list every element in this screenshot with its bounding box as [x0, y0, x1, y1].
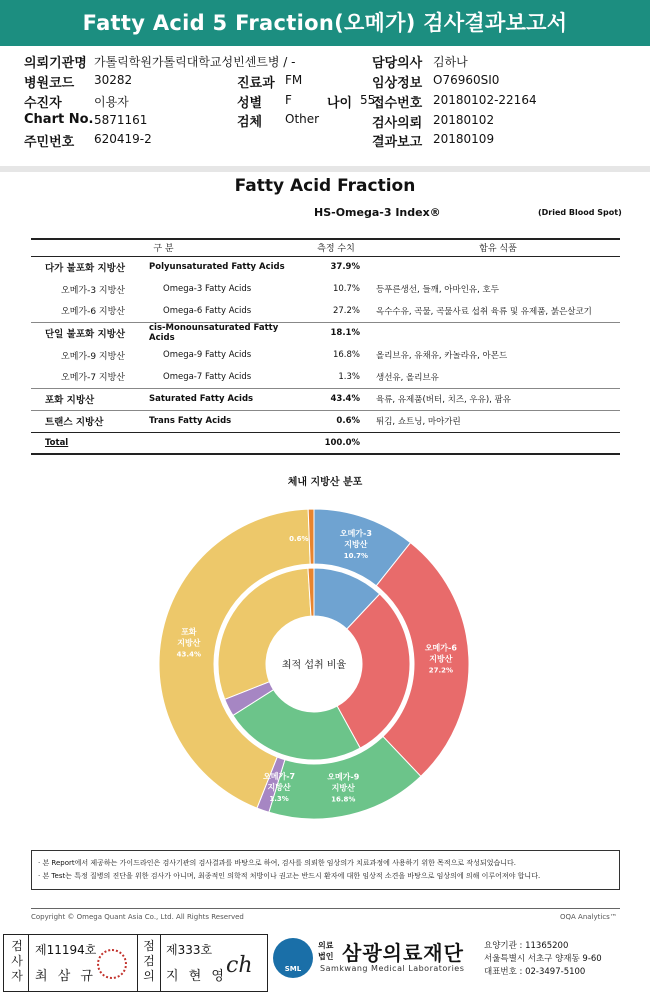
cell-en: Polyunsaturated Fatty Acids [149, 256, 296, 278]
label-specimen: 검체 [237, 115, 263, 130]
organization-info [484, 940, 602, 979]
cell-val: 10.7% [332, 284, 360, 294]
slice-label-3: 지방산 [267, 783, 291, 793]
cell-val: 18.1% [296, 322, 376, 344]
slice-value-0: 10.7% [343, 552, 369, 561]
examiner-seal [97, 949, 127, 979]
label-department: 진료과 [237, 76, 275, 91]
cell-en: cis-Monounsaturated Fatty Acids [149, 322, 296, 344]
specimen-note: (Dried Blood Spot) [538, 208, 622, 217]
cell-food: 튀김, 쇼트닝, 마아가린 [376, 410, 620, 432]
slice-value-3: 1.3% [269, 795, 289, 804]
header-foods: 함유 식품 [376, 239, 620, 256]
section-title: Fatty Acid Fraction [234, 176, 416, 196]
slice-label-1: 오메가-6 [424, 643, 457, 653]
corp-label [318, 940, 333, 962]
cell-en: Trans Fatty Acids [149, 410, 296, 432]
value-doctor: 김하나 [433, 55, 468, 69]
label-sex: 성별 [237, 96, 263, 111]
slice-label-1: 지방산 [429, 654, 453, 664]
org-address: 서울특별시 서초구 양재동 9-60 [484, 954, 602, 964]
value-resident-no: 620419-2 [94, 132, 152, 146]
cell-kr: 오메가-6 지방산 [61, 307, 125, 318]
cell-kr: 오메가-7 지방산 [61, 373, 125, 384]
cell-en: Omega-3 Fatty Acids [163, 284, 252, 294]
cell-val: 43.4% [296, 388, 376, 410]
report-title: Fatty Acid 5 Fraction(오메가) 검사결과보고서 [0, 0, 650, 46]
value-referring-org: 가톨릭학원가톨릭대학교성빈센트병 / - [94, 55, 296, 69]
note-2: · 본 Test는 특정 질병의 진단을 위한 검사가 아니며, 최종적인 의학적 처방이나 권고는 반드시 환자에 대한 임상적 소견을 바탕으로 임상의에 의해 이루어져야 합니다. [38, 872, 541, 880]
chart-center-label: 최적 섭취 비율 [281, 660, 347, 671]
value-sex: F [285, 93, 292, 107]
value-hospital-code: 30282 [94, 73, 133, 87]
slice-value-1: 27.2% [428, 666, 454, 675]
label-referring-org: 의뢰기관명 [24, 56, 87, 71]
examiner-label: 검 사 자 [11, 939, 23, 983]
cell-kr: 단일 불포화 지방산 [31, 322, 149, 344]
org-phone: 대표번호 : 02-3497-5100 [484, 967, 586, 977]
label-report-date: 결과보고 [372, 135, 423, 150]
reviewer-license: 제333호 [166, 943, 213, 957]
sml-logo-text: SML [284, 965, 302, 973]
corp-line-2: 법인 [318, 952, 334, 961]
divider [28, 935, 29, 991]
org-code: 요양기관 : 11365200 [484, 941, 569, 951]
cell-val: 27.2% [332, 305, 360, 316]
label-resident-no: 주민번호 [24, 135, 75, 150]
corp-line-1: 의료 [318, 941, 334, 950]
header-category: 구 분 [31, 239, 296, 256]
cell-en: Omega-9 Fatty Acids [163, 350, 252, 360]
cell-food: 등푸른생선, 들깨, 아마인유, 호두 [376, 285, 499, 295]
value-department: FM [285, 73, 303, 87]
examiner-name: 최 삼 규 [35, 969, 96, 984]
slice-value-5: 0.6% [289, 534, 309, 543]
label-chart-no: Chart No. [24, 112, 94, 127]
cell-kr: 다가 불포화 지방산 [31, 256, 149, 278]
value-receipt-no: 20180102-22164 [433, 93, 537, 107]
reviewer-name: 지 현 영 [166, 969, 227, 984]
label-clinical-info: 임상정보 [372, 76, 423, 91]
reviewer-signature: ch [226, 953, 253, 978]
value-report-date: 20180109 [433, 132, 495, 146]
value-age: 55 [360, 93, 376, 107]
slice-label-0: 지방산 [344, 540, 368, 550]
cell-en: Saturated Fatty Acids [149, 388, 296, 410]
value-clinical-info: O76960SI0 [433, 73, 500, 87]
header-value: 측정 수치 [296, 239, 376, 256]
cell-val: 37.9% [296, 256, 376, 278]
section-subtitle: HS-Omega-3 Index® [314, 206, 441, 219]
cell-food: 생선유, 올리브유 [376, 372, 439, 383]
label-hospital-code: 병원코드 [24, 76, 75, 91]
label-doctor: 담당의사 [372, 56, 423, 71]
label-age: 나이 [327, 96, 353, 111]
slice-label-3: 오메가-7 [263, 772, 296, 782]
slice-value-2: 16.8% [331, 795, 356, 804]
cell-val: 16.8% [332, 350, 360, 360]
chart-title: 체내 지방산 분포 [287, 477, 363, 488]
signature-box [3, 934, 268, 992]
cell-val: 1.3% [338, 371, 360, 382]
value-specimen: Other [285, 112, 320, 126]
value-chart-no: 5871161 [94, 113, 148, 127]
slice-label-2: 오메가-9 [327, 772, 360, 782]
report-notes [31, 850, 620, 890]
note-1: · 본 Report에서 제공하는 가이드라인은 검사기관의 검사결과를 바탕으로 하여, 검사를 의뢰한 임상의가 치료과정에 사용하기 위한 목적으로 작성되었습니다. [38, 859, 516, 867]
organization-name: 삼광의료재단 [342, 941, 464, 965]
value-patient-name: 이용자 [94, 95, 129, 109]
cell-kr: 포화 지방산 [31, 388, 149, 410]
cell-kr: 오메가-3 지방산 [61, 285, 125, 296]
cell-food: 올리브유, 유채유, 카놀라유, 아몬드 [376, 351, 508, 361]
slice-label-2: 지방산 [331, 783, 355, 793]
slice-label-4: 포화 [181, 627, 197, 637]
cell-en: Omega-7 Fatty Acids [163, 371, 252, 382]
organization-english-name: Samkwang Medical Laboratories [320, 964, 465, 973]
label-patient-name: 수진자 [24, 96, 62, 111]
cell-food: 옥수수유, 곡물, 곡물사료 섭취 육류 및 유제품, 붉은살코기 [376, 306, 592, 317]
total-val: 100.0% [296, 432, 376, 454]
slice-label-0: 오메가-3 [339, 529, 372, 539]
oqa-brand: OQA Analytics™ [560, 913, 617, 921]
cell-kr: 트랜스 지방산 [31, 410, 149, 432]
slice-label-4: 지방산 [177, 638, 201, 648]
total-kr: Total [31, 432, 149, 454]
cell-food: 육류, 유제품(버터, 치즈, 우유), 팜유 [376, 388, 620, 410]
reviewer-label: 점 검 의 [143, 939, 155, 983]
examiner-license: 제11194호 [35, 943, 97, 957]
cell-en: Omega-6 Fatty Acids [163, 305, 252, 316]
slice-value-4: 43.4% [176, 650, 201, 659]
cell-val: 0.6% [296, 410, 376, 432]
value-request-date: 20180102 [433, 113, 495, 127]
label-request-date: 검사의뢰 [372, 116, 423, 131]
cell-kr: 오메가-9 지방산 [61, 351, 125, 362]
copyright-text: Copyright © Omega Quant Asia Co., Ltd. All Rights Reserved [31, 913, 244, 921]
divider [160, 935, 161, 991]
footer-divider [31, 908, 620, 909]
label-receipt-no: 접수번호 [372, 96, 423, 111]
